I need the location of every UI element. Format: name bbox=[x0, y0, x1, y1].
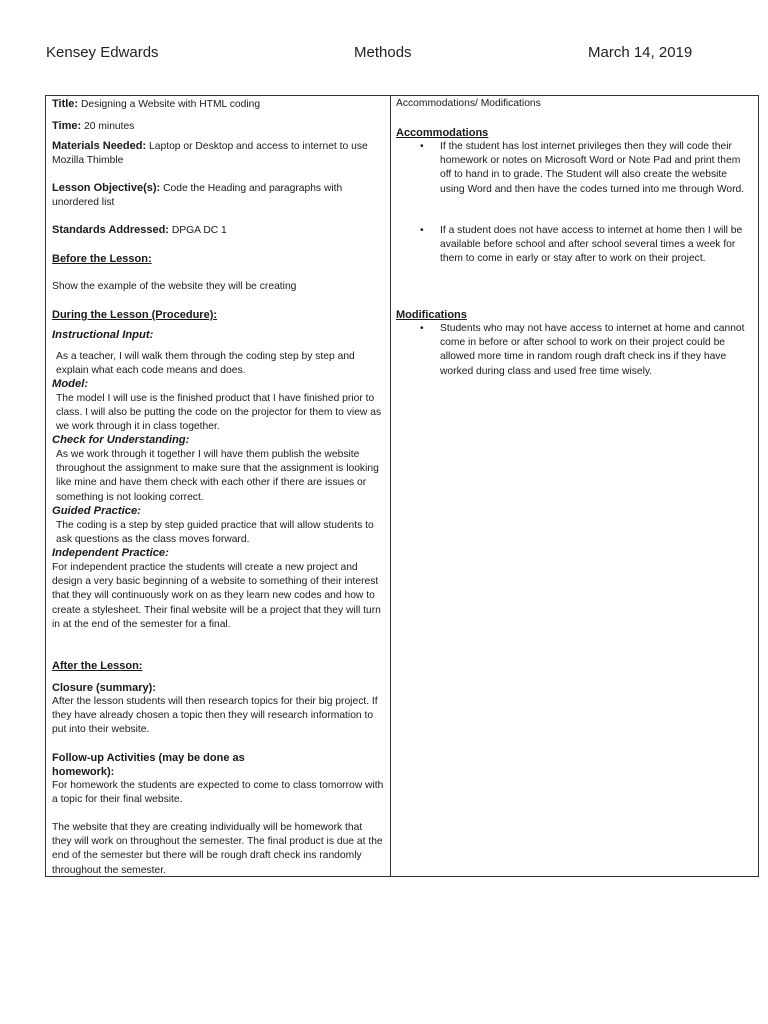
lesson-plan-table bbox=[45, 95, 759, 877]
column-divider bbox=[390, 96, 391, 876]
author-name: Kensey Edwards bbox=[46, 44, 159, 61]
materials-value: Laptop or Desktop and access to internet to use Mozilla Thimble bbox=[52, 141, 368, 167]
guided-practice-text: The coding is a step by step guided practice that will allow students to ask questions as the class moves forward. bbox=[56, 520, 374, 546]
time-field bbox=[52, 119, 384, 134]
independent-practice-text: For independent practice the students will create a new project and design a very basic beginning of a website to something of their interest that they will continuously work on as they learn new codes and how to create a stylesheet. Their final website will be a project that they will turn in at the end of the semester for a final. bbox=[52, 562, 381, 630]
standards-field bbox=[52, 223, 384, 238]
title-label: Title: bbox=[52, 98, 79, 110]
materials-label: Materials Needed: bbox=[52, 140, 147, 152]
document-date: March 14, 2019 bbox=[588, 44, 693, 61]
after-lesson-heading: After the Lesson: bbox=[52, 660, 143, 672]
title-field bbox=[52, 97, 384, 112]
modifications-list bbox=[396, 322, 752, 379]
modifications-heading: Modifications bbox=[396, 309, 467, 321]
check-understanding-text: As we work through it together I will have them publish the website throughout the assignment to make sure that the assignment is looking like mine and have them check with each other if there are issues or something is not looking correct. bbox=[56, 449, 379, 503]
instructional-input-text: As a teacher, I will walk them through the coding step by step and explain what each code means and does. bbox=[56, 351, 355, 377]
closure-heading: Closure (summary): bbox=[52, 682, 156, 694]
accommodations-heading: Accommodations bbox=[396, 127, 489, 139]
model-heading: Model: bbox=[52, 378, 89, 390]
accommodations-modifications-header: Accommodations/ Modifications bbox=[396, 98, 541, 109]
title-value: Designing a Website with HTML coding bbox=[80, 99, 261, 110]
independent-practice-heading: Independent Practice: bbox=[52, 547, 169, 559]
standards-value: DPGA DC 1 bbox=[171, 225, 227, 236]
closure-text: After the lesson students will then research topics for their big project. If they have already chosen a topic then they will research information to put into their website. bbox=[52, 696, 378, 736]
accommodation-item: • If the student has lost internet privileges then they will code their homework or notes on Microsoft Word or Note Pad and print them off to hand in to grade. The Student will also create the website using Word and then have the codes turned into me through Word. bbox=[396, 140, 752, 197]
time-value: 20 minutes bbox=[84, 121, 135, 132]
before-lesson-heading: Before the Lesson: bbox=[52, 253, 152, 265]
standards-label: Standards Addressed: bbox=[52, 224, 169, 236]
model-text: The model I will use is the finished product that I have finished prior to class. I will also be putting the code on the projector for them to view as we work through it in class together. bbox=[56, 393, 382, 433]
objective-field bbox=[52, 181, 384, 210]
guided-practice-heading: Guided Practice: bbox=[52, 505, 141, 517]
followup-heading: Follow-up Activities (may be done as homework): bbox=[52, 752, 245, 779]
during-lesson-heading: During the Lesson (Procedure): bbox=[52, 309, 218, 321]
modification-item: • Students who may not have access to internet at home and cannot come in before or after school to work on their project could be allowed more time in random rough draft check ins if they have worked during class and used free time wisely. bbox=[396, 322, 752, 379]
accommodation-item: • If a student does not have access to internet at home then I will be available before school and after school several times a week for them to come in early or stay after to work on their project. bbox=[396, 224, 752, 267]
accommodations-list-2 bbox=[396, 224, 752, 267]
objective-value: Code the Heading and paragraphs with unordered list bbox=[52, 183, 343, 209]
materials-field bbox=[52, 139, 384, 168]
course-subject: Methods bbox=[354, 44, 412, 61]
check-understanding-heading: Check for Understanding: bbox=[52, 434, 190, 446]
instructional-input-heading: Instructional Input: bbox=[52, 329, 154, 341]
objective-label: Lesson Objective(s): bbox=[52, 182, 161, 194]
before-lesson-text: Show the example of the website they will be creating bbox=[52, 281, 297, 292]
time-label: Time: bbox=[52, 120, 82, 132]
accommodations-list bbox=[396, 140, 752, 197]
homework-text: The website that they are creating individually will be homework that they will work on throughout the semester. The final product is due at the end of the semester but there will be rough draft check ins randomly throughout the semester. bbox=[52, 822, 383, 876]
followup-text: For homework the students are expected to come to class tomorrow with a topic for their final website. bbox=[52, 780, 384, 806]
